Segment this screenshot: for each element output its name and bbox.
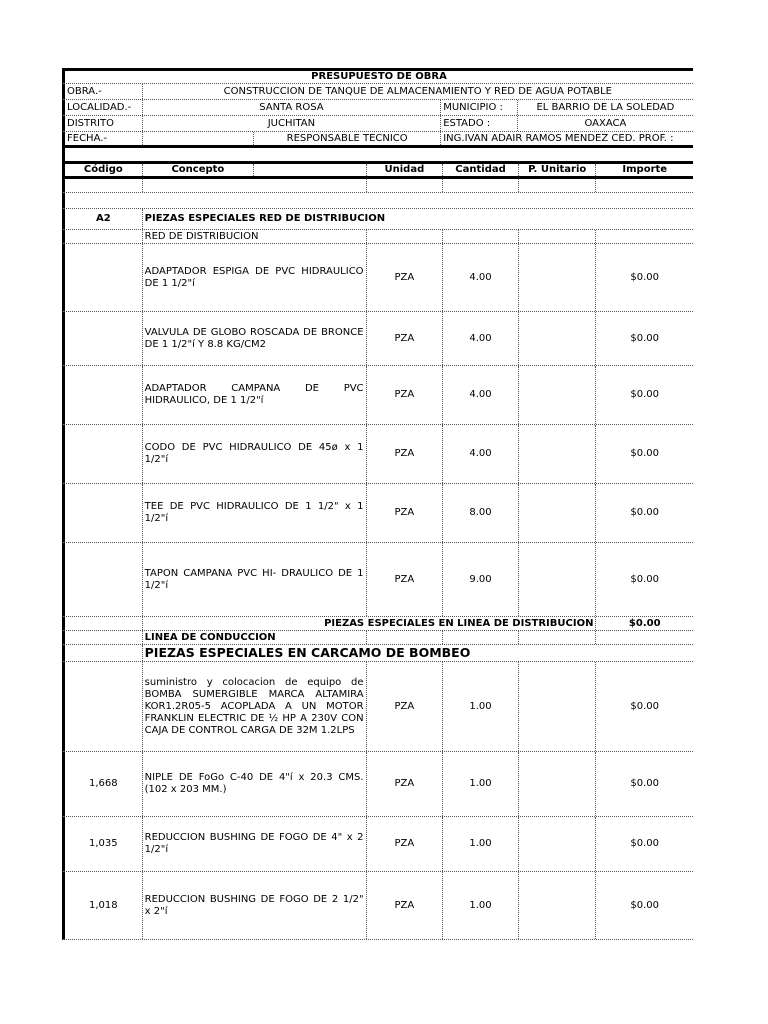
col-concepto-extra xyxy=(254,164,366,176)
table-row xyxy=(62,662,693,752)
item-importe: $0.00 xyxy=(630,778,660,789)
item-code: 1,668 xyxy=(65,752,143,816)
item-code xyxy=(65,662,143,751)
item-unit: PZA xyxy=(367,366,444,424)
item-unit-price xyxy=(519,366,597,424)
distrito-row xyxy=(62,116,693,132)
table-row xyxy=(62,817,693,872)
item-importe: $0.00 xyxy=(630,573,660,585)
blank-cell xyxy=(519,230,597,243)
fecha-row xyxy=(62,132,693,148)
carcamo-row xyxy=(62,645,693,662)
carcamo-title: PIEZAS ESPECIALES EN CARCAMO DE BOMBEO xyxy=(144,645,471,660)
item-quantity: 1.00 xyxy=(443,662,519,751)
item-importe: $0.00 xyxy=(630,700,660,712)
item-concept xyxy=(143,872,367,939)
subtotal-value: $0.00 xyxy=(628,617,661,629)
item-importe: $0.00 xyxy=(630,838,660,849)
localidad-row xyxy=(62,100,693,116)
item-quantity: 1.00 xyxy=(443,817,519,871)
col-p-unitario: P. Unitario xyxy=(519,164,597,176)
item-code xyxy=(65,366,143,424)
estado-value: OAXACA xyxy=(584,117,627,129)
responsable-value: ING.IVAN ADAIR RAMOS MENDEZ CED. PROF. : xyxy=(443,132,674,144)
linea-conduccion-row xyxy=(62,631,693,645)
estado-label: ESTADO : xyxy=(441,116,518,131)
blank-row xyxy=(62,193,693,209)
items-carcamo-list xyxy=(62,662,693,940)
section-a2-row xyxy=(62,209,693,230)
item-code: 1,035 xyxy=(65,817,143,871)
table-row xyxy=(62,752,693,817)
item-concept xyxy=(143,662,367,751)
item-importe: $0.00 xyxy=(630,389,660,400)
item-concept-text: VALVULA DE GLOBO ROSCADA DE BRONCE DE 1 1/2"í Y 8.8 KG/CM2 xyxy=(144,326,364,350)
item-unit-price xyxy=(519,425,597,483)
blank-cell xyxy=(65,617,143,630)
subsection-title: RED DE DISTRIBUCION xyxy=(143,230,367,243)
table-row xyxy=(62,366,693,425)
item-concept xyxy=(143,425,367,483)
item-concept xyxy=(143,244,367,311)
blank-cell xyxy=(367,230,444,243)
column-header-row xyxy=(62,161,693,179)
budget-sheet xyxy=(62,68,693,940)
obra-label: OBRA.- xyxy=(65,84,143,99)
item-unit-price xyxy=(519,312,597,365)
item-concept-text: suministro y colocacion de equipo de BOMBA SUMERGIBLE MARCA ALTAMIRA KOR1.2R05-5 ACOPLADA A UN MOTOR FRANKLIN ELECTRIC DE ½ HP A 230V CON CAJA DE CONTROL CARGA DE 32M 1.2LPS xyxy=(144,676,364,736)
item-code xyxy=(65,543,143,616)
table-row xyxy=(62,244,693,312)
fecha-label: FECHA.- xyxy=(65,132,143,145)
col-importe: Importe xyxy=(622,164,668,175)
spacer-row xyxy=(62,148,693,161)
obra-value: CONSTRUCCION DE TANQUE DE ALMACENAMIENTO Y RED DE AGUA POTABLE xyxy=(223,85,612,97)
table-row xyxy=(62,425,693,484)
item-concept-text: ADAPTADOR ESPIGA DE PVC HIDRAULICO DE 1 1/2"í xyxy=(144,265,364,289)
blank-cell xyxy=(596,230,693,243)
blank-cell xyxy=(596,631,693,644)
item-unit-price xyxy=(519,244,597,311)
item-concept xyxy=(143,543,367,616)
item-concept xyxy=(143,366,367,424)
responsable-label: RESPONSABLE TECNICO xyxy=(254,132,441,145)
blank-cell xyxy=(65,645,143,661)
item-code: 1,018 xyxy=(65,872,143,939)
item-unit-price xyxy=(519,752,597,816)
item-concept-text: ADAPTADOR CAMPANA DE PVC HIDRAULICO, DE 1 1/2"í xyxy=(144,383,364,406)
item-quantity: 4.00 xyxy=(443,366,519,424)
item-quantity: 8.00 xyxy=(443,484,519,542)
blank-cell xyxy=(596,179,693,192)
item-code xyxy=(65,425,143,483)
document-title: PRESUPUESTO DE OBRA xyxy=(311,71,447,82)
item-concept xyxy=(143,817,367,871)
item-concept-text: TAPON CAMPANA PVC HI- DRAULICO DE 1 1/2"í xyxy=(144,567,364,591)
blank-cell xyxy=(65,179,143,192)
section-code: A2 xyxy=(65,209,143,229)
item-unit-price xyxy=(519,543,597,616)
table-row xyxy=(62,484,693,543)
item-importe: $0.00 xyxy=(630,332,660,344)
item-importe: $0.00 xyxy=(630,448,660,459)
blank-row xyxy=(62,179,693,193)
blank-cell xyxy=(519,631,597,644)
item-code xyxy=(65,244,143,311)
item-quantity: 4.00 xyxy=(443,312,519,365)
table-row xyxy=(62,312,693,366)
item-concept-text: TEE DE PVC HIDRAULICO DE 1 1/2" x 1 1/2"í xyxy=(144,501,364,524)
item-concept-text: CODO DE PVC HIDRAULICO DE 45ø x 1 1/2"í xyxy=(144,442,364,465)
item-unit-price xyxy=(519,817,597,871)
municipio-label: MUNICIPIO : xyxy=(441,100,518,115)
item-importe: $0.00 xyxy=(630,899,660,911)
item-unit: PZA xyxy=(367,244,444,311)
item-quantity: 1.00 xyxy=(443,752,519,816)
item-concept xyxy=(143,312,367,365)
item-unit: PZA xyxy=(367,425,444,483)
distrito-value: JUCHITAN xyxy=(143,116,442,131)
fecha-value xyxy=(143,132,254,145)
obra-row xyxy=(62,84,693,100)
item-concept-text: REDUCCION BUSHING DE FOGO DE 2 1/2" x 2"í xyxy=(144,893,364,917)
distrito-label: DISTRITO xyxy=(65,116,143,131)
blank-cell xyxy=(519,179,597,192)
item-concept xyxy=(143,484,367,542)
item-unit: PZA xyxy=(367,312,444,365)
table-row xyxy=(62,872,693,940)
item-quantity: 1.00 xyxy=(443,872,519,939)
col-codigo: Código xyxy=(65,164,143,176)
blank-cell xyxy=(443,230,519,243)
blank-cell xyxy=(65,230,143,243)
col-cantidad: Cantidad xyxy=(443,164,519,176)
item-unit: PZA xyxy=(367,662,444,751)
item-unit-price xyxy=(519,484,597,542)
title-row xyxy=(62,68,693,84)
linea-conduccion-title: LINEA DE CONDUCCION xyxy=(143,631,367,644)
localidad-value: SANTA ROSA xyxy=(143,100,442,115)
subtotal-row xyxy=(62,617,693,631)
item-unit: PZA xyxy=(367,543,444,616)
item-quantity: 9.00 xyxy=(443,543,519,616)
item-unit: PZA xyxy=(367,817,444,871)
item-unit: PZA xyxy=(367,872,444,939)
subsection-row xyxy=(62,230,693,244)
item-code xyxy=(65,312,143,365)
items-red-list xyxy=(62,244,693,617)
item-unit-price xyxy=(519,872,597,939)
item-quantity: 4.00 xyxy=(443,425,519,483)
item-concept xyxy=(143,752,367,816)
municipio-value: EL BARRIO DE LA SOLEDAD xyxy=(536,101,675,113)
item-quantity: 4.00 xyxy=(443,244,519,311)
item-unit: PZA xyxy=(367,484,444,542)
table-row xyxy=(62,543,693,617)
blank-cell xyxy=(143,179,367,192)
blank-cell xyxy=(443,179,519,192)
blank-cell xyxy=(65,631,143,644)
section-title: PIEZAS ESPECIALES RED DE DISTRIBUCION xyxy=(144,213,386,224)
item-unit: PZA xyxy=(367,752,444,816)
col-concepto: Concepto xyxy=(143,164,254,176)
item-unit-price xyxy=(519,662,597,751)
col-unidad: Unidad xyxy=(367,164,444,176)
subtotal-label: PIEZAS ESPECIALES EN LINEA DE DISTRIBUCION xyxy=(143,617,597,630)
item-importe: $0.00 xyxy=(630,507,660,518)
item-importe: $0.00 xyxy=(630,271,660,283)
item-concept-text: NIPLE DE FoGo C-40 DE 4"í x 20.3 CMS. (102 x 203 MM.) xyxy=(144,772,364,795)
localidad-label: LOCALIDAD.- xyxy=(65,100,143,115)
item-concept-text: REDUCCION BUSHING DE FOGO DE 4" x 2 1/2"í xyxy=(144,832,364,855)
item-code xyxy=(65,484,143,542)
blank-cell xyxy=(367,179,444,192)
blank-cell xyxy=(367,631,444,644)
blank-cell xyxy=(443,631,519,644)
